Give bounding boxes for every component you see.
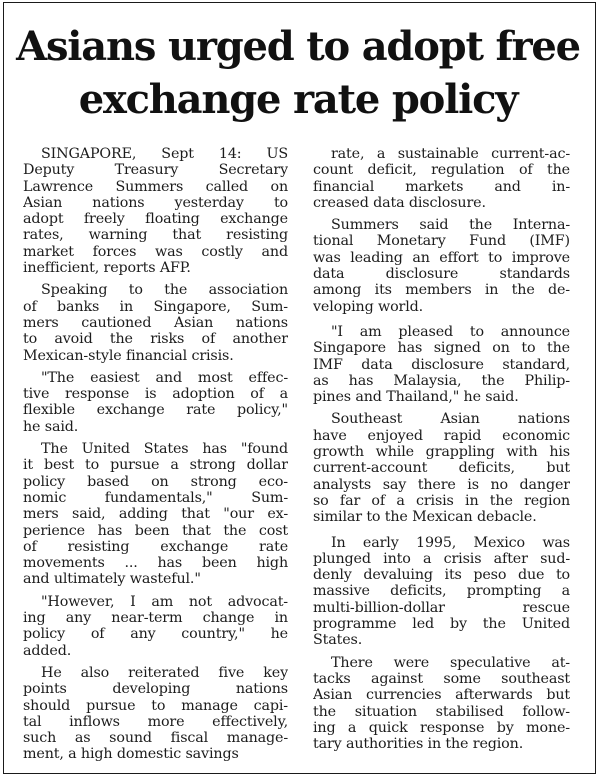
- text-line: pines and Thailand," he said.: [313, 389, 519, 406]
- text-line: IMF data disclosure standard,: [313, 356, 570, 373]
- text-line: should pursue to manage capi-: [23, 697, 288, 714]
- text-line: count deficit, regulation of the: [313, 162, 570, 179]
- text-line: ing a quick response by mone-: [313, 719, 570, 736]
- text-line: In early 1995, Mexico was: [331, 534, 570, 551]
- text-line: was leading an effort to improve: [313, 249, 570, 266]
- text-line: programme led by the United: [313, 616, 570, 633]
- text-line: Deputy Treasury Secretary: [23, 162, 288, 179]
- text-line: such as sound fiscal manage-: [23, 730, 288, 747]
- text-line: to avoid the risks of another: [23, 331, 288, 348]
- headline-line-1: Asians urged to adopt free: [16, 23, 580, 70]
- text-line: flexible exchange rate policy,": [23, 402, 288, 419]
- paragraph: [23, 370, 288, 435]
- text-line: Speaking to the association: [41, 282, 288, 299]
- text-line: tive response is adoption of a: [23, 386, 288, 403]
- text-line: "The easiest and most effec-: [41, 369, 288, 386]
- text-line: movements ... has been high: [23, 555, 288, 572]
- text-line: data disclosure standards: [313, 266, 570, 283]
- text-line: of resisting exchange rate: [23, 538, 288, 555]
- text-line: points developing nations: [23, 681, 288, 698]
- text-line: it best to pursue a strong dollar: [23, 457, 288, 474]
- text-line: Mexican-style financial crisis.: [23, 347, 234, 364]
- text-line: plunged into a crisis after sud-: [313, 550, 570, 567]
- text-line: SINGAPORE, Sept 14: US: [41, 146, 288, 162]
- text-line: and ultimately wasteful.": [23, 571, 201, 588]
- text-line: similar to the Mexican debacle.: [313, 509, 537, 526]
- text-line: of banks in Singapore, Sum-: [23, 298, 288, 315]
- text-line: market forces was costly and: [23, 243, 288, 260]
- headline-line-2: exchange rate policy: [78, 76, 518, 123]
- article-column-right: [313, 146, 570, 752]
- text-line: inefficient, reports AFP.: [23, 260, 191, 277]
- text-line: nomic fundamentals," Sum-: [23, 489, 288, 506]
- text-line: States.: [313, 632, 363, 649]
- text-line: analysts say there is no danger: [313, 476, 570, 493]
- text-line: among its members in the de-: [313, 282, 570, 299]
- text-line: perience has been that the cost: [23, 522, 288, 539]
- text-line: denly devaluing its peso due to: [313, 567, 570, 584]
- text-line: tal inflows more effectively,: [23, 713, 288, 730]
- text-line: rate, a sustainable current-ac-: [331, 146, 570, 162]
- text-line: He also reiterated five key: [41, 664, 288, 681]
- headline: [8, 20, 588, 126]
- text-line: policy based on strong eco-: [23, 473, 288, 490]
- paragraph: [313, 655, 570, 753]
- text-line: Summers said the Interna-: [331, 217, 570, 234]
- paragraph: [313, 411, 570, 525]
- text-line: policy of any country," he: [23, 626, 288, 643]
- text-line: "However, I am not advocat-: [41, 593, 288, 610]
- text-line: mers cautioned Asian nations: [23, 314, 288, 331]
- text-line: Asian nations yesterday to: [23, 194, 288, 211]
- paragraph: [23, 594, 288, 659]
- text-line: adopt freely floating exchange: [23, 211, 288, 228]
- text-line: Singapore has signed on to the: [313, 340, 570, 357]
- paragraph: [313, 146, 570, 211]
- text-line: massive deficits, prompting a: [313, 583, 570, 600]
- paragraph: [23, 146, 288, 276]
- text-line: The United States has "found: [41, 441, 288, 458]
- text-line: tacks against some southeast: [313, 670, 570, 687]
- text-line: "I am pleased to announce: [331, 323, 570, 340]
- text-line: Asian currencies afterwards but: [313, 687, 570, 704]
- text-line: so far of a crisis in the region: [313, 492, 570, 509]
- text-line: tional Monetary Fund (IMF): [313, 233, 570, 250]
- text-line: creased data disclosure.: [313, 194, 486, 211]
- text-line: current-account deficits, but: [313, 460, 570, 477]
- text-line: multi-billion-dollar rescue: [313, 599, 570, 616]
- text-line: as has Malaysia, the Philip-: [313, 372, 570, 389]
- text-line: the situation stabilised follow-: [313, 703, 570, 720]
- text-line: Lawrence Summers called on: [23, 178, 288, 195]
- paragraph: [313, 324, 570, 405]
- text-line: There were speculative at-: [331, 654, 570, 671]
- text-line: rates, warning that resisting: [23, 227, 288, 244]
- text-line: tary authorities in the region.: [313, 736, 524, 753]
- paragraph: [23, 441, 288, 588]
- text-line: Southeast Asian nations: [331, 411, 570, 428]
- text-line: ing any near-term change in: [23, 610, 288, 627]
- paragraph: [313, 535, 570, 649]
- text-line: mers said, adding that "our ex-: [23, 506, 288, 523]
- paragraph: [313, 217, 570, 315]
- paragraph: [23, 665, 288, 763]
- article-column-left: [23, 146, 288, 763]
- text-line: added.: [23, 642, 72, 659]
- text-line: growth while grappling with his: [313, 444, 570, 461]
- text-line: he said.: [23, 418, 79, 435]
- text-line: veloping world.: [313, 298, 424, 315]
- text-line: ment, a high domestic savings: [23, 746, 239, 763]
- text-line: financial markets and in-: [313, 178, 570, 195]
- paragraph: [23, 282, 288, 363]
- text-line: have enjoyed rapid economic: [313, 427, 570, 444]
